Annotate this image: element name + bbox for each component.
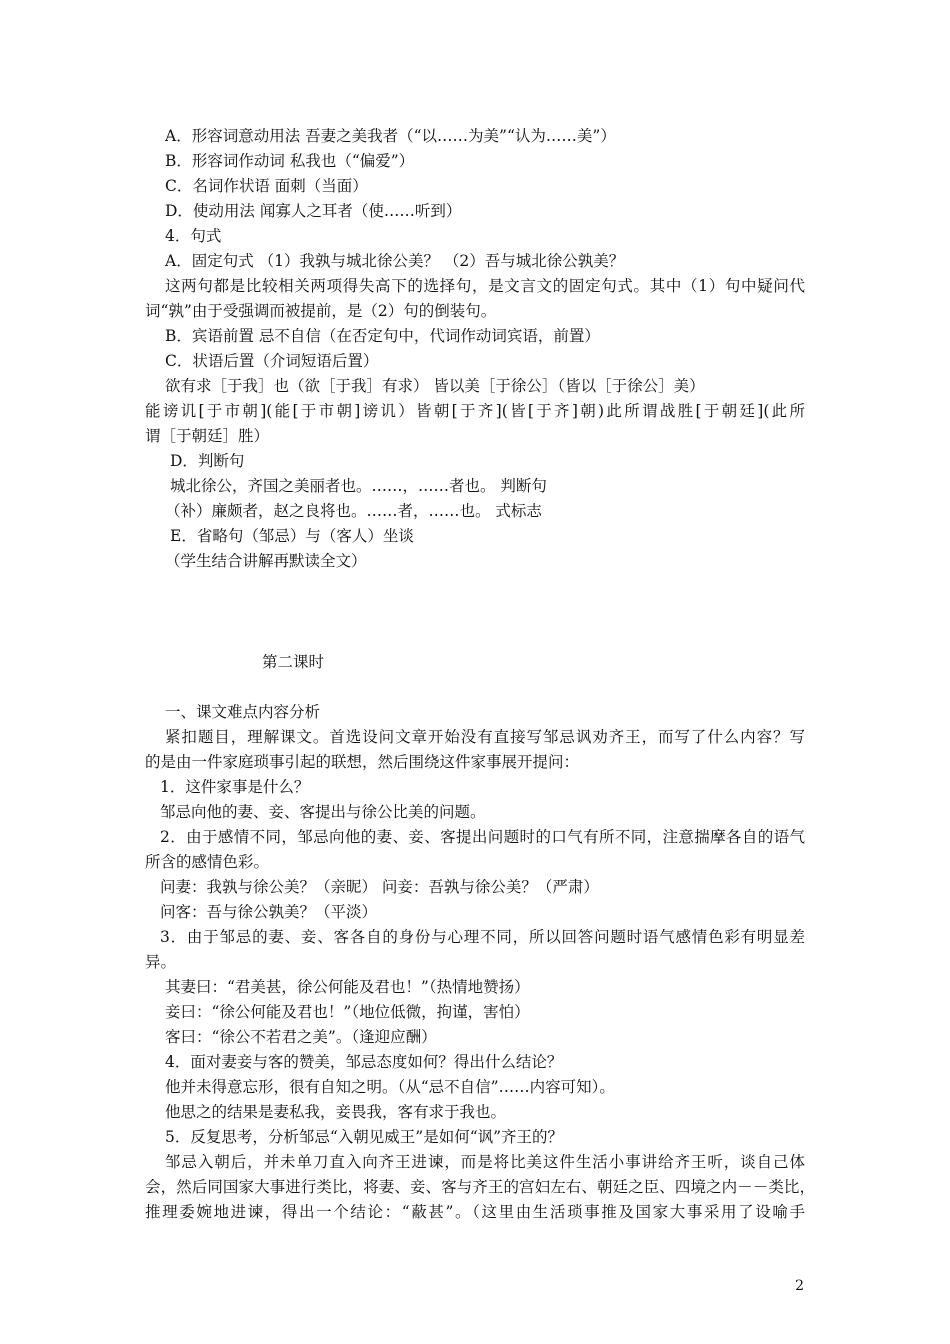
text-line: 邹忌入朝后，并未单刀直入向齐王进谏，而是将比美这件生活小事讲给齐王听，谈自己体 xyxy=(165,1153,805,1171)
text-line: 邹忌向他的妻、妾、客提出与徐公比美的问题。 xyxy=(160,803,486,821)
text-line: （学生结合讲解再默读全文） xyxy=(165,552,367,570)
page-number: 2 xyxy=(795,1278,804,1294)
text-line: B．宾语前置 忌不自信（在否定句中，代词作动词宾语，前置） xyxy=(165,327,600,345)
text-line: D．判断句 xyxy=(170,452,245,470)
text-line: A．形容词意动用法 吾妻之美我者（“以……为美”“认为……美”） xyxy=(165,127,616,145)
text-line: C．状语后置（介词短语后置） xyxy=(165,352,379,370)
section-heading: 一、课文难点内容分析 xyxy=(165,703,321,721)
text-line: 会，然后同国家大事进行类比，将妻、妾、客与齐王的宫妇左右、朝廷之臣、四境之内－－类比， xyxy=(145,1178,815,1196)
text-line: 妾曰：“徐公何能及君也！”（地位低微，拘谨，害怕） xyxy=(165,1003,530,1021)
text-line: 问客：吾与徐公孰美？（平淡） xyxy=(160,903,378,921)
text-line: 客曰：“徐公不若君之美”。（逢迎应酬） xyxy=(165,1028,437,1046)
text-line: 的是由一件家庭琐事引起的联想，然后围绕这件家事展开提问： xyxy=(145,753,580,771)
text-line: 他思之的结果是妻私我，妾畏我，客有求于我也。 xyxy=(165,1103,507,1121)
text-line: （补）廉颇者，赵之良将也。……者，……也。 式标志 xyxy=(165,502,542,520)
text-line: 城北徐公，齐国之美丽者也。……，……者也。 判断句 xyxy=(170,477,547,495)
text-line: 欲有求［于我］也（欲［于我］有求） 皆以美［于徐公］（皆以［于徐公］美） xyxy=(165,377,705,395)
text-line: 紧扣题目，理解课文。首选设问文章开始没有直接写邹忌讽劝齐王，而写了什么内容？写 xyxy=(165,728,805,746)
text-line: B．形容词作动词 私我也（“偏爱”） xyxy=(165,152,415,170)
text-line: 3．由于邹忌的妻、妾、客各自的身份与心理不同，所以回答问题时语气感情色彩有明显差 xyxy=(160,928,805,946)
section-heading: 4．句式 xyxy=(165,227,222,245)
text-line: 词“孰”由于受强调而被提前，是（2）句的倒装句。 xyxy=(145,302,497,320)
text-line: 他并未得意忘形，很有自知之明。（从“忌不自信”……内容可知）。 xyxy=(165,1078,615,1096)
text-line: 2．由于感情不同，邹忌向他的妻、妾、客提出问题时的口气有所不同，注意揣摩各自的语气 xyxy=(160,828,805,846)
text-line: A．固定句式 （1）我孰与城北徐公美？ （2）吾与城北徐公孰美？ xyxy=(165,252,625,270)
text-line: 能谤讥[于市朝](能[于市朝]谤讥）皆朝[于齐](皆[于齐]朝)此所谓战胜[于朝廷](此所 xyxy=(145,402,805,420)
text-line: 这两句都是比较相关两项得失高下的选择句，是文言文的固定句式。其中（1）句中疑问代 xyxy=(165,277,805,295)
text-line: E．省略句（邹忌）与（客人）坐谈 xyxy=(170,527,414,545)
text-line: 谓［于朝廷］胜） xyxy=(145,427,270,445)
text-line: 1．这件家事是什么？ xyxy=(160,778,310,796)
text-line: 5．反复思考，分析邹忌“入朝见威王”是如何“讽”齐王的？ xyxy=(165,1128,564,1146)
text-line: 4．面对妻妾与客的赞美，邹忌态度如何？得出什么结论？ xyxy=(165,1053,563,1071)
lesson-heading: 第二课时 xyxy=(262,653,325,671)
text-line: D．使动用法 闻寡人之耳者（使……听到） xyxy=(165,202,462,220)
text-line: C．名词作状语 面刺（当面） xyxy=(165,177,368,195)
text-line: 问妻：我孰与徐公美？（亲昵） 问妾：吾孰与徐公美？（严肃） xyxy=(160,878,599,896)
text-line: 其妻曰：“君美甚，徐公何能及君也！”（热情地赞扬） xyxy=(165,978,530,996)
text-line: 异。 xyxy=(145,953,177,971)
text-line: 推理委婉地进谏，得出一个结论：“蔽甚”。（这里由生活琐事推及国家大事采用了设喻手 xyxy=(145,1203,805,1221)
text-line: 所含的感情色彩。 xyxy=(145,853,270,871)
